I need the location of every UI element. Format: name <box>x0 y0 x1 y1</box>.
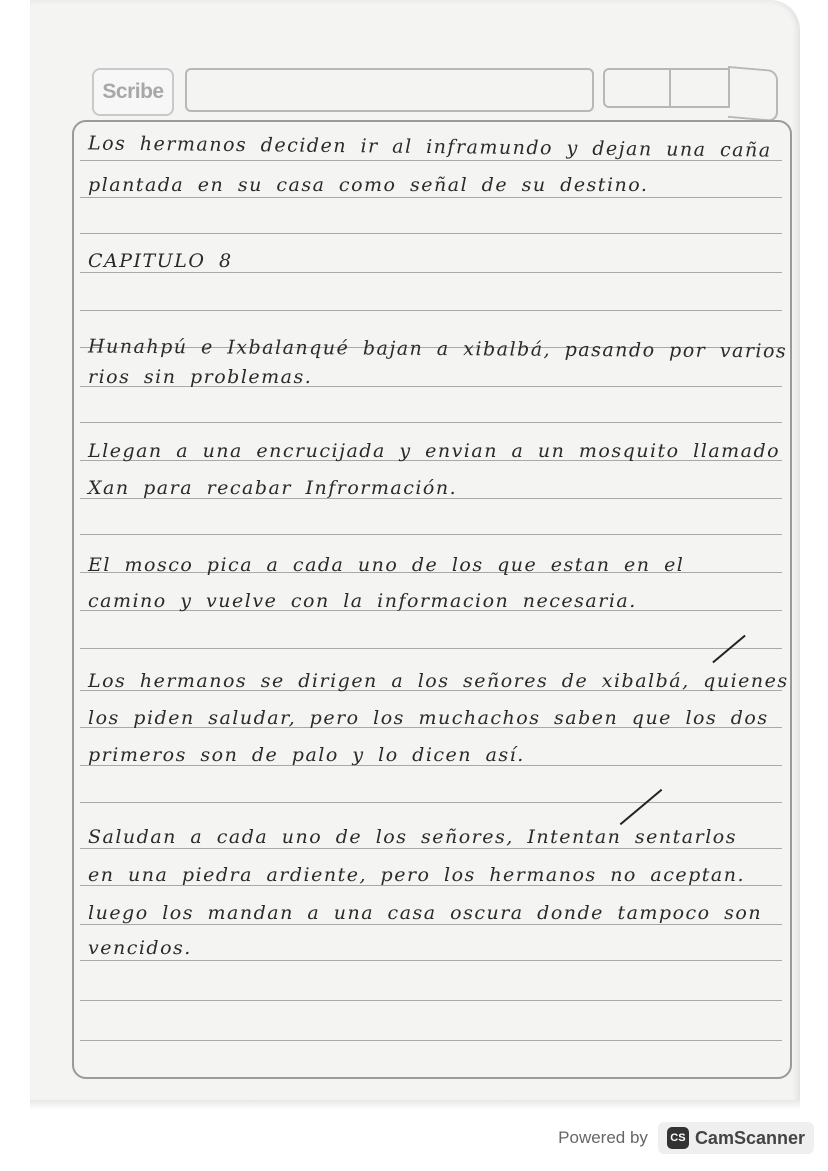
ruled-line <box>80 1040 782 1041</box>
ruled-line <box>80 310 782 311</box>
ruled-line <box>80 272 782 273</box>
header-date-box-day <box>603 68 671 108</box>
handwritten-line: Hunahpú e Ixbalanqué bajan a xibalbá, pasando por varios <box>87 335 788 363</box>
camscanner-badge <box>658 1122 814 1154</box>
ruled-line <box>80 197 782 198</box>
handwritten-line: en una piedra ardiente, pero los hermanos no aceptan. <box>88 864 746 886</box>
ruled-line <box>80 924 782 925</box>
handwritten-line: los piden saludar, pero los muchachos saben que los dos <box>88 707 769 729</box>
handwritten-line: camino y vuelve con la informacion necesaria. <box>88 590 637 612</box>
ruled-line <box>80 848 782 849</box>
powered-by-label: Powered by <box>558 1128 648 1147</box>
camscanner-brand: CamScanner <box>694 1127 805 1148</box>
handwritten-line: Los hermanos se dirigen a los señores de xibalbá, quienes <box>88 670 789 692</box>
page-edge-shadow <box>30 1100 800 1110</box>
ruled-line <box>80 534 782 535</box>
handwritten-line: vencidos. <box>88 937 192 959</box>
handwritten-line: rios sin problemas. <box>88 366 313 388</box>
ruled-line <box>80 960 782 961</box>
handwritten-line: El mosco pica a cada uno de los que estan en el <box>88 554 685 576</box>
camscanner-icon: CS <box>667 1127 689 1149</box>
header-title-field <box>185 68 594 112</box>
ruled-line <box>80 233 782 234</box>
handwritten-line: primeros son de palo y lo dicen así. <box>88 744 525 766</box>
header-date-box-month <box>668 68 730 108</box>
ruled-line <box>80 802 782 803</box>
camscanner-footer <box>558 1122 814 1154</box>
handwritten-line: Xan para recabar Infrormación. <box>88 477 458 499</box>
ruled-line <box>80 422 782 423</box>
scribe-logo: Scribe <box>92 68 174 116</box>
handwritten-line: plantada en su casa como señal de su destino. <box>88 174 649 196</box>
handwritten-line: Llegan a una encrucijada y envian a un mosquito llamado <box>88 440 781 462</box>
handwritten-line: luego los mandan a una casa oscura donde tampoco son <box>88 902 763 924</box>
ruled-line <box>80 648 782 649</box>
chapter-heading: CAPITULO 8 <box>88 250 233 272</box>
header-date-box-year <box>728 66 778 122</box>
handwritten-line: Saludan a cada uno de los señores, Intentan sentarlos <box>88 826 737 848</box>
handwritten-line: Los hermanos deciden ir al inframundo y dejan una caña <box>87 132 772 162</box>
ruled-line <box>80 1000 782 1001</box>
